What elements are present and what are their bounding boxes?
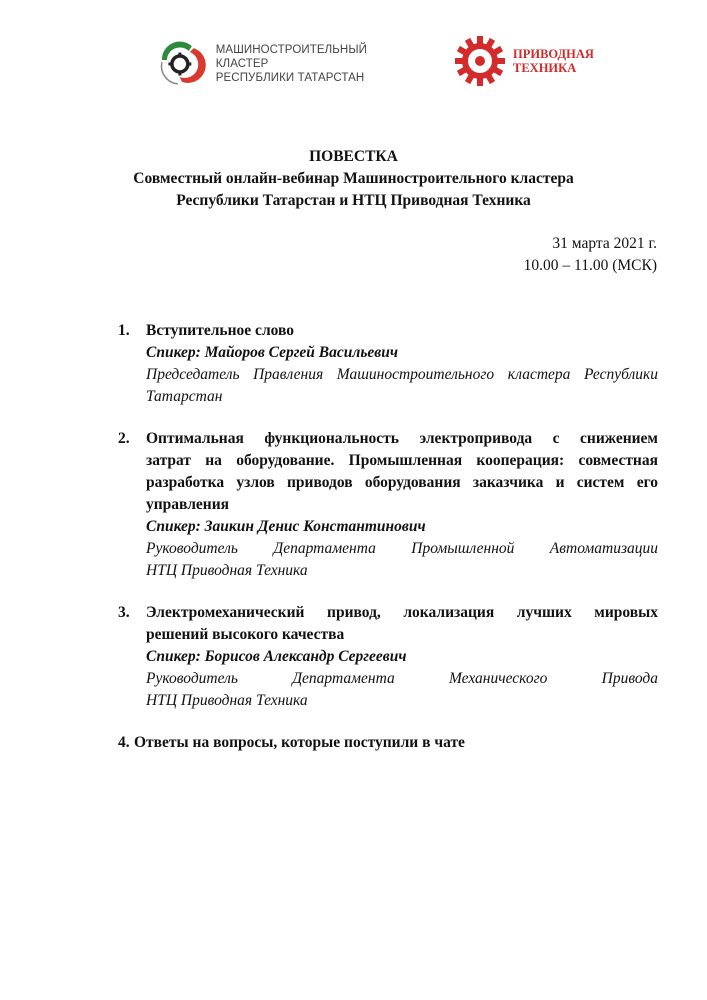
privodnaya-tekhnika-logo (453, 32, 603, 90)
event-date: 31 марта 2021 г. (552, 235, 657, 252)
item-role (146, 668, 658, 712)
item-role (146, 538, 658, 582)
agenda-item-1 (118, 320, 658, 408)
document-title (0, 146, 707, 212)
topic-line: решений высокого качества (146, 626, 345, 643)
item-number: 3. (118, 604, 130, 621)
item-topic (146, 320, 658, 342)
role-line: НТЦ Приводная Техника (146, 562, 308, 579)
title-line2: Республики Татарстан и НТЦ Приводная Техника (176, 192, 531, 209)
role-line: Татарстан (146, 388, 223, 405)
gear-cluster-logo-icon (152, 38, 208, 90)
event-time: 10.00 – 11.00 (МСК) (523, 257, 657, 274)
agenda-item-4 (118, 732, 658, 754)
role-line: Председатель Правления Машиностроительного кластера Республики (146, 366, 658, 383)
cluster-logo (152, 36, 422, 92)
red-gear-logo-icon (453, 34, 507, 88)
item-speaker: Спикер: Борисов Александр Сергеевич (146, 648, 407, 665)
role-line: Руководитель Департамента Механического Привода (146, 670, 658, 687)
item-number: 1. (118, 322, 130, 339)
item-speaker: Спикер: Майоров Сергей Васильевич (146, 344, 398, 361)
agenda-item-3 (118, 602, 658, 712)
item-role (146, 364, 658, 408)
title-heading: ПОВЕСТКА (309, 148, 398, 165)
item-number: 4. (118, 734, 130, 751)
topic-line: затрат на оборудование. Промышленная кооперация: совместная (146, 452, 658, 469)
item-topic (134, 732, 658, 754)
brand-line2: ТЕХНИКА (513, 61, 577, 75)
role-line: НТЦ Приводная Техника (146, 692, 308, 709)
cluster-name-line1: МАШИНОСТРОИТЕЛЬНЫЙ КЛАСТЕР (215, 44, 367, 70)
item-number: 2. (118, 430, 130, 447)
role-line: Руководитель Департамента Промышленной Автоматизации (146, 540, 658, 557)
topic-line: Оптимальная функциональность электропривода с снижением (146, 430, 658, 447)
topic-line: Ответы на вопросы, которые поступили в чате (134, 734, 465, 751)
title-line1: Совместный онлайн-вебинар Машиностроительного кластера (133, 170, 574, 187)
topic-line: разработка узлов приводов оборудования заказчика и систем его (146, 474, 658, 491)
topic-line: Электромеханический привод, локализация лучших мировых (146, 604, 658, 621)
topic-line: Вступительное слово (146, 322, 295, 339)
item-topic (146, 428, 658, 516)
item-speaker: Спикер: Заикин Денис Константинович (146, 518, 426, 535)
topic-line: управления (146, 496, 230, 513)
brand-line1: ПРИВОДНАЯ (513, 47, 594, 61)
agenda-item-2 (118, 428, 658, 582)
cluster-name-line2: РЕСПУБЛИКИ ТАТАРСТАН (215, 72, 365, 84)
event-datetime (524, 233, 657, 277)
agenda-list (118, 320, 658, 774)
item-topic (146, 602, 658, 646)
